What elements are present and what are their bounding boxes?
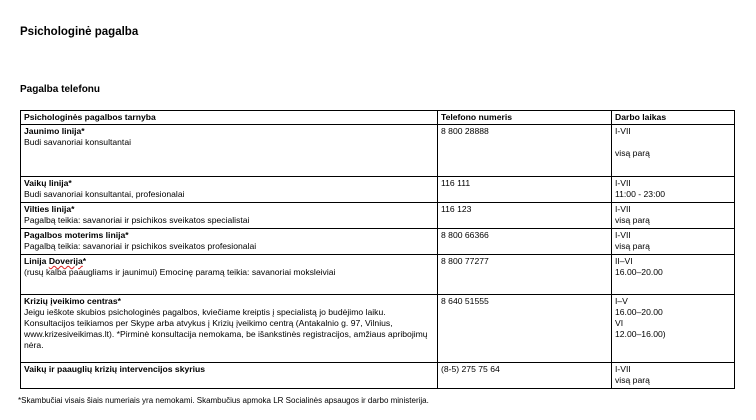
service-cell [21,255,438,295]
service-description: Jeigu ieškote skubios psichologinės pagalbos, kviečiame kreiptis į specialistą jo budėjimo laiku. Konsultacijos teikiamos per Skype arba atvykus į Krizių įveikimo centrą (Antakalnio g. 97, Vilnius, www.krizesiveikimas.lt). *Pirminė konsultacija nemokama, be išankstinės registracijos, amžiaus apribojimų nėra. [24,307,428,350]
phone-cell: 8 800 77277 [438,255,612,295]
hours-time: 16.00–20.00 [615,267,663,277]
service-cell [21,229,438,255]
help-lines-table [20,110,735,389]
service-description: Pagalbą teikia: savanoriai ir psichikos sveikatos profesionalai [24,241,257,251]
table-row [21,229,735,255]
service-description: Budi savanoriai konsultantai [24,137,132,147]
hours-days: I–V [615,296,628,306]
service-cell [21,295,438,363]
phone-cell: 116 123 [438,203,612,229]
hours-cell [612,229,735,255]
hours-time: visą parą [615,215,650,225]
hours-cell [612,255,735,295]
phone-cell: (8-5) 275 75 64 [438,363,612,389]
table-row [21,177,735,203]
hours-time: 11:00 - 23:00 [615,189,666,199]
footnote: *Skambučiai visais šiais numeriais yra nemokami. Skambučius apmoka LR Socialinės apsaugos ir darbo ministerija. [18,396,429,405]
table-row [21,255,735,295]
service-description: Budi savanoriai konsultantai, profesionalai [24,189,185,199]
service-cell [21,177,438,203]
hours-time: 16.00–20.00 [615,307,663,317]
hours-time: 12.00–16.00) [615,329,666,339]
hours-cell [612,295,735,363]
hours-days: I-VII [615,230,631,240]
header-hours: Darbo laikas [612,111,735,125]
hours-time: visą parą [615,148,650,158]
service-description: (rusų kalba paaugliams ir jaunimui) Emocinę paramą teikia: savanoriai moksleiviai [24,267,336,277]
hours-days: I-VII [615,204,631,214]
section-title: Pagalba telefonu [20,84,101,95]
service-name: Jaunimo linija* [24,126,85,136]
hours-days: I-VII [615,126,631,136]
table-row [21,363,735,389]
service-cell [21,203,438,229]
hours-cell [612,203,735,229]
service-name: Vaikų ir paauglių krizių intervencijos skyrius [24,364,206,374]
phone-cell: 8 800 66366 [438,229,612,255]
table-row [21,295,735,363]
hours-days: II–VI [615,256,633,266]
hours-days: I-VII [615,178,631,188]
phone-cell: 8 640 51555 [438,295,612,363]
hours-days: VI [615,318,624,328]
hours-days: I-VII [615,364,631,374]
service-cell [21,125,438,177]
service-cell [21,363,438,389]
service-description: Pagalbą teikia: savanoriai ir psichikos sveikatos specialistai [24,215,250,225]
header-phone: Telefono numeris [438,111,612,125]
hours-time: visą parą [615,241,650,251]
hours-cell [612,125,735,177]
table-row [21,125,735,177]
header-service: Psichologinės pagalbos tarnyba [21,111,438,125]
table-row [21,203,735,229]
page-title: Psichologinė pagalba [20,26,139,38]
service-name: Vilties linija* [24,204,75,214]
service-name: Krizių įveikimo centras* [24,296,121,306]
hours-cell [612,363,735,389]
service-name: Pagalbos moterims linija* [24,230,129,240]
service-name: Vaikų linija* [24,178,72,188]
table-header-row [21,111,735,125]
phone-cell: 116 111 [438,177,612,203]
phone-cell: 8 800 28888 [438,125,612,177]
service-name: Linija Doverija* [24,256,87,266]
hours-cell [612,177,735,203]
hours-time: visą parą [615,375,650,385]
